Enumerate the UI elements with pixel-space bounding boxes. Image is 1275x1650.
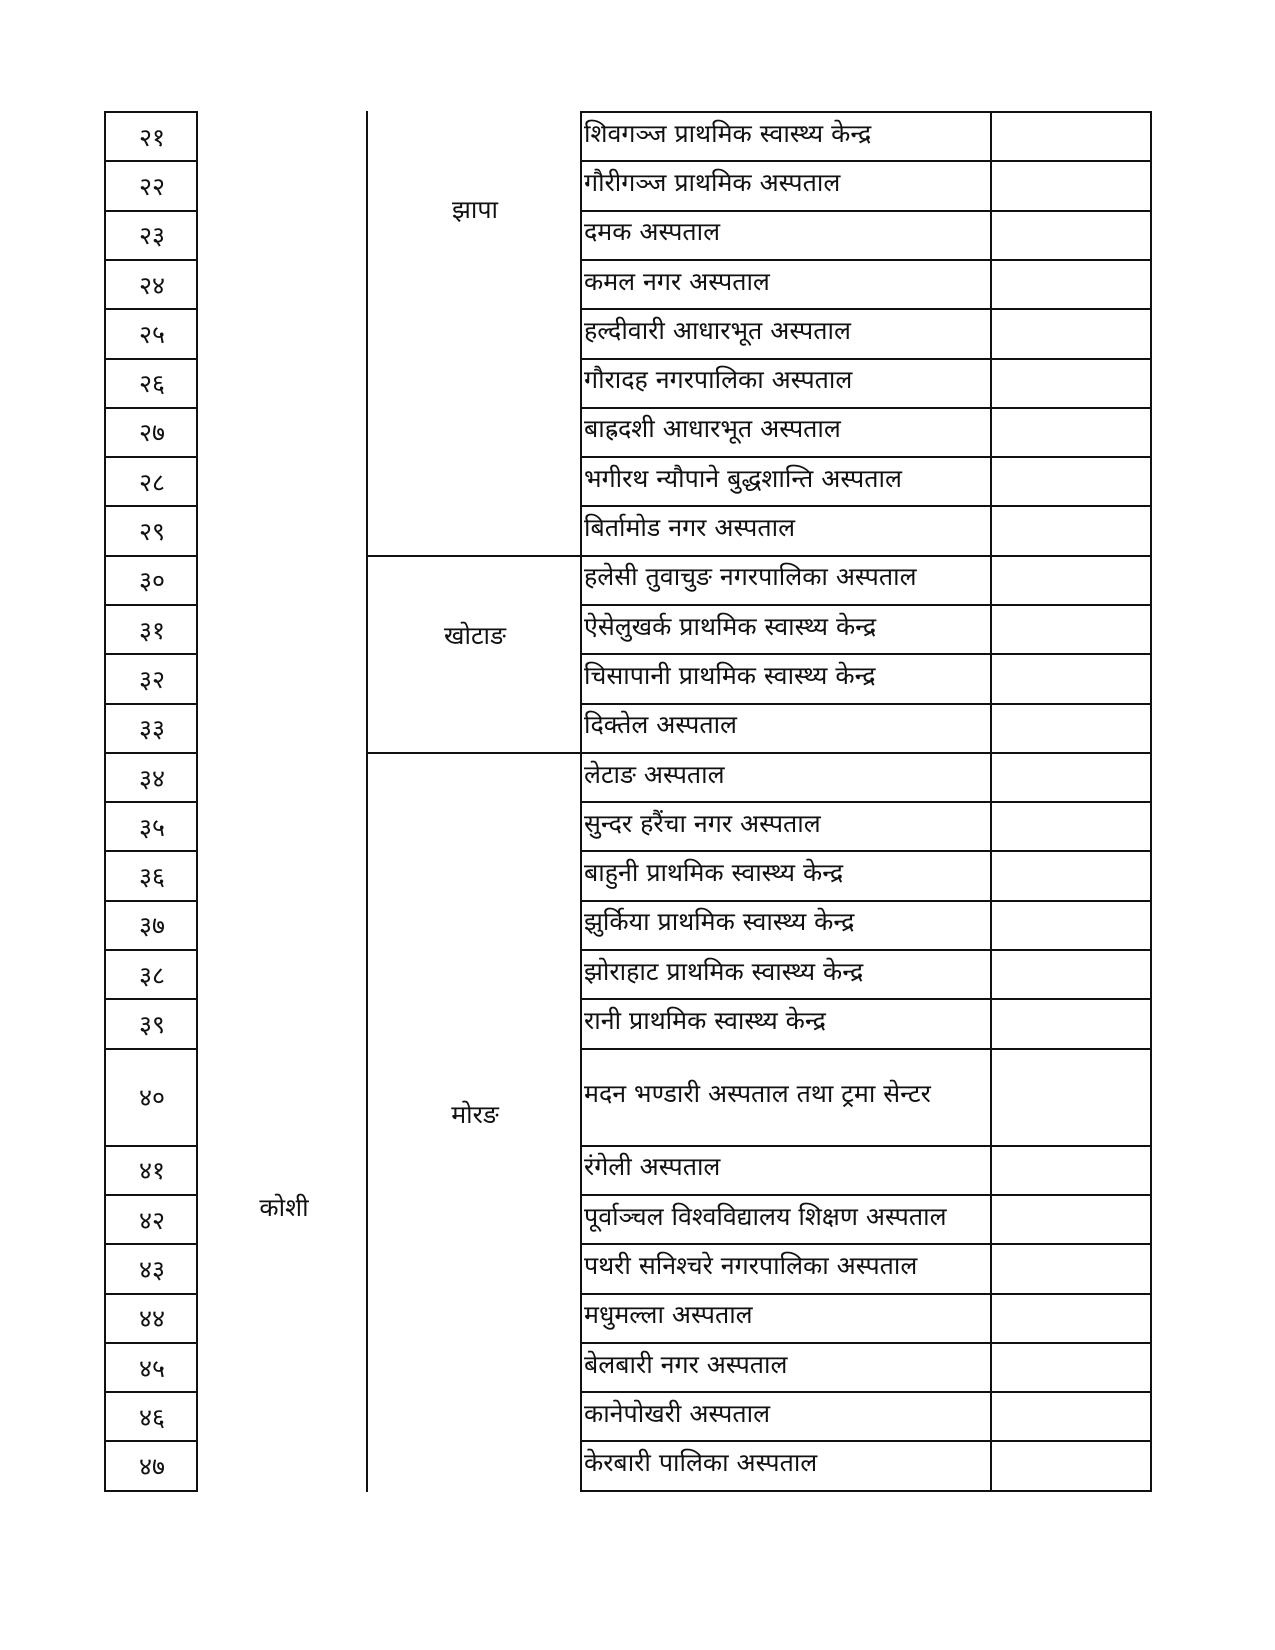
row-serial-number: २७ [138, 418, 165, 448]
row-serial-number: ३० [138, 566, 165, 596]
row-serial-number: ४७ [138, 1452, 165, 1482]
row-hospital-name: झुर्किया प्राथमिक स्वास्थ्य केन्द्र [584, 907, 855, 937]
district-divider [366, 752, 580, 754]
row-serial-number: ३४ [138, 763, 165, 793]
row-hospital-name: चिसापानी प्राथमिक स्वास्थ्य केन्द्र [584, 660, 876, 690]
row-serial-number: ४१ [138, 1156, 165, 1186]
row-serial-number: ४२ [138, 1205, 165, 1235]
row-hospital-name: भगीरथ न्यौपाने बुद्धशान्ति अस्पताल [584, 463, 902, 493]
row-serial-number: २२ [138, 171, 165, 201]
row-hospital-name: ऐसेलुखर्क प्राथमिक स्वास्थ्य केन्द्र [584, 611, 877, 641]
row-hospital-name: रंगेली अस्पताल [584, 1152, 721, 1182]
row-hospital-name: रानी प्राथमिक स्वास्थ्य केन्द्र [584, 1006, 826, 1036]
row-serial-number: ४६ [138, 1402, 165, 1432]
row-hospital-name: बाहुनी प्राथमिक स्वास्थ्य केन्द्र [584, 858, 844, 888]
row-hospital-name: पूर्वाञ्चल विश्वविद्यालय शिक्षण अस्पताल [584, 1201, 947, 1231]
row-hospital-name: गौरादह नगरपालिका अस्पताल [584, 365, 853, 395]
row-hospital-name: मदन भण्डारी अस्पताल तथा ट्रमा सेन्टर [584, 1079, 931, 1109]
row-hospital-name: कमल नगर अस्पताल [584, 266, 770, 296]
row-hospital-name: मधुमल्ला अस्पताल [584, 1300, 753, 1330]
row-hospital-name: बिर्तामोड नगर अस्पताल [584, 513, 796, 543]
district-label: झापा [451, 195, 499, 224]
row-serial-number: ३७ [138, 911, 165, 941]
row-serial-number: २५ [138, 319, 165, 349]
row-serial-number: २१ [138, 122, 165, 152]
row-hospital-name: दमक अस्पताल [584, 217, 721, 247]
row-hospital-name: बाह्रदशी आधारभूत अस्पताल [584, 414, 841, 444]
row-hospital-name: केरबारी पालिका अस्पताल [584, 1448, 818, 1478]
row-hospital-name: गौरीगञ्ज प्राथमिक अस्पताल [584, 167, 841, 197]
row-hospital-name: लेटाङ अस्पताल [584, 759, 725, 789]
row-serial-number: ४५ [138, 1353, 165, 1383]
row-serial-number: ४३ [138, 1254, 165, 1284]
row-serial-number: २८ [138, 467, 165, 497]
sn-row-rule [104, 1490, 198, 1492]
row-hospital-name: दिक्तेल अस्पताल [584, 710, 737, 740]
row-serial-number: ३२ [138, 664, 165, 694]
district-left-border [366, 111, 368, 1492]
row-serial-number: ३९ [138, 1010, 165, 1040]
row-serial-number: ३६ [138, 862, 165, 892]
row-serial-number: २९ [138, 517, 165, 547]
row-hospital-name: सुन्दर हरैंचा नगर अस्पताल [584, 808, 821, 838]
row-serial-number: ३१ [138, 615, 165, 645]
row-serial-number: ३८ [138, 960, 165, 990]
row-serial-number: ४४ [138, 1304, 165, 1334]
name-row-rule [580, 1490, 1152, 1492]
row-hospital-name: पथरी सनिश्चरे नगरपालिका अस्पताल [584, 1250, 918, 1280]
row-hospital-name: हलेसी तुवाचुङ नगरपालिका अस्पताल [584, 562, 917, 592]
row-serial-number: २६ [138, 369, 165, 399]
district-label: खोटाङ [444, 621, 506, 650]
row-serial-number: ४० [138, 1083, 165, 1113]
row-hospital-name: शिवगञ्ज प्राथमिक स्वास्थ्य केन्द्र [584, 118, 872, 148]
row-hospital-name: हल्दीवारी आधारभूत अस्पताल [584, 315, 851, 345]
row-serial-number: ३३ [138, 714, 165, 744]
row-serial-number: ३५ [138, 812, 165, 842]
province-label: कोशी [259, 1193, 309, 1222]
row-hospital-name: झोराहाट प्राथमिक स्वास्थ्य केन्द्र [584, 956, 864, 986]
row-serial-number: २४ [138, 270, 165, 300]
row-serial-number: २३ [138, 221, 165, 251]
district-label: मोरङ [451, 1100, 499, 1129]
district-divider [366, 555, 580, 557]
row-hospital-name: बेलबारी नगर अस्पताल [584, 1349, 788, 1379]
row-hospital-name: कानेपोखरी अस्पताल [584, 1398, 771, 1428]
